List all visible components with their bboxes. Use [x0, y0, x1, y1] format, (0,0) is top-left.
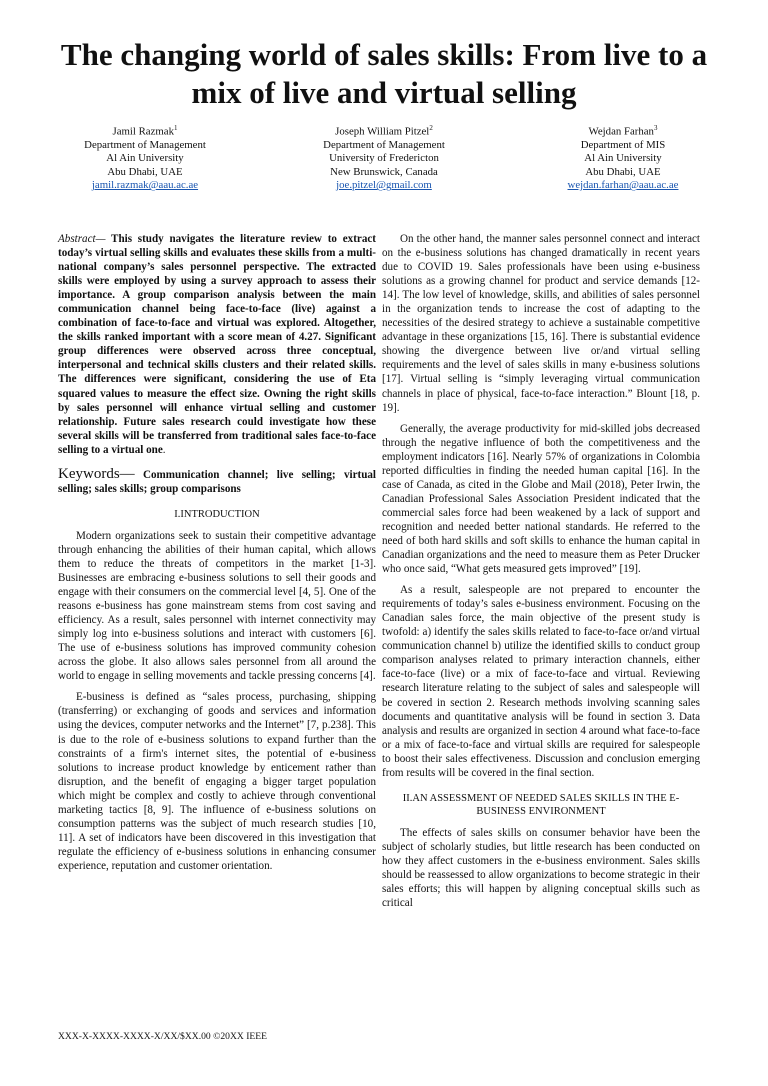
author-name: Joseph William Pitzel$^2$	[335, 124, 433, 138]
paragraph: Modern organizations seek to sustain their competitive advantage through enhancing the abilities of their human capital, which allows them to reduce the threats of competitors in the market [1-3]. Businesses are embracing e-business solutions to sell their goods and engage with their consumers on the commercial level [4, 5]. One of the reasons e-business has gone mainstream stems from cost saving and efficiency. As a result, sales personnel with internet connectivity may simply log into e-business solutions and interact with customers [6]. The use of e-business solutions has improved community cohesion across the globe. It also allows sales personnel from all around the world to engage in selling movements and tackle pressing concerns [4].	[58, 529, 376, 683]
author-2	[279, 122, 489, 193]
author-block	[40, 122, 728, 193]
author-name: Jamil Razmak$^1$	[112, 124, 178, 138]
keywords-body: Communication channel; live selling; virtual selling; sales skills; group comparisons	[58, 468, 376, 495]
paragraph: As a result, salespeople are not prepared to encounter the requirements of today’s sales e-business environment. Focusing on the Canadian sales force, the main objective of the present study is twofold: a) identify the sales skills related to face-to-face or/and virtual communication channel b) utilize the identified skills to conduct group comparison analyses related to primary interaction channels, either face-to-face (live) or a mix of face-to-face and virtual. Reviewing research literature relating to the subject of sales and salespeople will be covered in section 2. Research methods involving scanning sales documents and quantitative analysis will be found in section 3. Data analysis and results are organized in section 4 around what face-to-face or a mix of face-to-face and virtual skills are required for salespeople to boost their sales effectiveness. Discussion and conclusion emerging from results will be covered in the final section.	[382, 584, 700, 779]
author-3	[518, 122, 728, 193]
keywords	[58, 467, 376, 496]
author-organization: University of Fredericton	[329, 152, 439, 165]
author-department: Department of Management	[84, 139, 206, 151]
author-email-link[interactable]: joe.pitzel@gmail.com	[336, 179, 432, 192]
right-column	[382, 232, 700, 917]
author-name: Wejdan Farhan$^3$	[588, 124, 658, 138]
author-department: Department of Management	[323, 139, 445, 151]
left-column	[58, 232, 376, 880]
author-department: Department of MIS	[580, 139, 666, 151]
author-location: Abu Dhabi, UAE	[107, 165, 183, 178]
keywords-label: Keywords—	[58, 465, 135, 482]
copyright-footer: XXX-X-XXXX-XXXX-X/XX/$XX.00 ©20XX IEEE	[58, 1031, 267, 1042]
author-location: Abu Dhabi, UAE	[585, 165, 661, 178]
author-location: New Brunswick, Canada	[330, 165, 438, 178]
author-1	[40, 122, 250, 193]
abstract-label: Abstract—	[58, 233, 106, 245]
author-organization: Al Ain University	[106, 152, 184, 165]
paragraph: E-business is defined as “sales process, purchasing, shipping (transferring) or exchanging of goods and services and information using the devices, computer networks and the Internet” [7, p.238]. This is due to the role of e-business solutions to expand further than the constraints of a firm's internet sites, the potential of e-business solutions to increase product knowledge by enticement rather than disruption, and the benefit of engaging a bigger target population which might be complex and costly to achieve through conventional marketing tactics [8, 9]. The influence of e-business solutions on consumption patterns was the subject of much research studies [10, 11]. A set of indicators have been discovered in this investigation that regulate the efficiency of e-business solutions in enhancing consumer experience, reputation and customer orientation.	[58, 691, 376, 872]
author-email-link[interactable]: jamil.razmak@aau.ac.ae	[91, 179, 199, 192]
abstract-body: This study navigates the literature review to extract today’s virtual selling skills and evaluates these skills from a multi-national company’s sales personnel perspective. The extracted skills were employed by using a survey approach to assess their importance. A group comparison analysis between the main communication channel being face-to-face (live) against a combination of face-to-face and virtual was explored. Altogether, the skills ranked important with a score mean of 4.27. Significant group differences were observed across three conceptual, interpersonal and technical skills clusters and their related skills. The differences were significant, considering the use of Eta squared values to measure the effect size. Owning the right skills by sales personnel will enhance virtual selling and customer relationship. Future sales research could investigate how these several skills will be transferred from traditional sales face-to-face selling to a virtual one	[58, 233, 376, 456]
abstract: Abstract— This study navigates the literature review to extract today’s virtual selling skills and evaluates these skills from a multi-national company’s sales personnel perspective. The extracted skills were employed by using a survey approach to assess their importance. A group comparison analysis between the main communication channel being face-to-face (live) against a combination of face-to-face and virtual was explored. Altogether, the skills ranked important with a score mean of 4.27. Significant group differences were observed across three conceptual, interpersonal and technical skills clusters and their related skills. The differences were significant, considering the use of Eta squared values to measure the effect size. Owning the right skills by sales personnel will enhance virtual selling and customer relationship. Future sales research could investigate how these several skills will be transferred from traditional sales face-to-face selling to a virtual one.	[58, 233, 376, 456]
paragraph: Generally, the average productivity for mid-skilled jobs decreased through the negative influence of both the competitiveness and the employment indicators [16]. Nearly 57% of organizations in Colombia reported difficulties in finding the needed human capital [16]. In the case of Canada, as cited in the Globe and Mail (2018), Peter Irwin, the Canadian Professional Sales Association President indicated that the commercial sales force had been weakened by a lack of support and recognition and needed better national standards. He referred to the need of both hard skills and soft skills to enhance the human capital in Canadian organizations and the need to measure them as Peter Drucker who once said, “What gets measured gets improved” [19].	[382, 422, 700, 576]
section-heading-introduction: I.INTRODUCTION	[174, 508, 260, 520]
paper-title: The changing world of sales skills: From live to a mix of live and virtual selling	[60, 37, 708, 110]
paragraph: On the other hand, the manner sales personnel connect and interact on the e-business solutions has changed dramatically in recent years due to COVID 19. Sales professionals have been using e-business solutions as a growing channel for product and service demands [12-14]. The low level of knowledge, skills, and abilities of sales personnel in the organization tends to increase the cost of adapting to the necessities of the desired strategy to achieve a sustainable competitive advantage in these organizations [15, 16]. There is substantial evidence showing the divergence between live or/and virtual selling requirements and the level of sales skills in many e-business solutions [17]. Virtual selling is “simply leveraging virtual communication channels in place of physical, face-to-face interaction.” Blount [18, p. 19].	[382, 233, 700, 414]
author-organization: Al Ain University	[584, 152, 662, 165]
section-heading-assessment: II.AN ASSESSMENT OF NEEDED SALES SKILLS IN THE E-BUSINESS ENVIRONMENT	[402, 792, 680, 817]
author-email-link[interactable]: wejdan.farhan@aau.ac.ae	[567, 179, 679, 192]
paragraph: The effects of sales skills on consumer behavior have been the subject of scholarly studies, but little research has been conducted on how they affect customers in the e-business environment. Sales skills should be reassessed to allow organizations to become strategic in their sales efforts; this will happen by aligning conceptual skills such as critical	[382, 826, 700, 910]
